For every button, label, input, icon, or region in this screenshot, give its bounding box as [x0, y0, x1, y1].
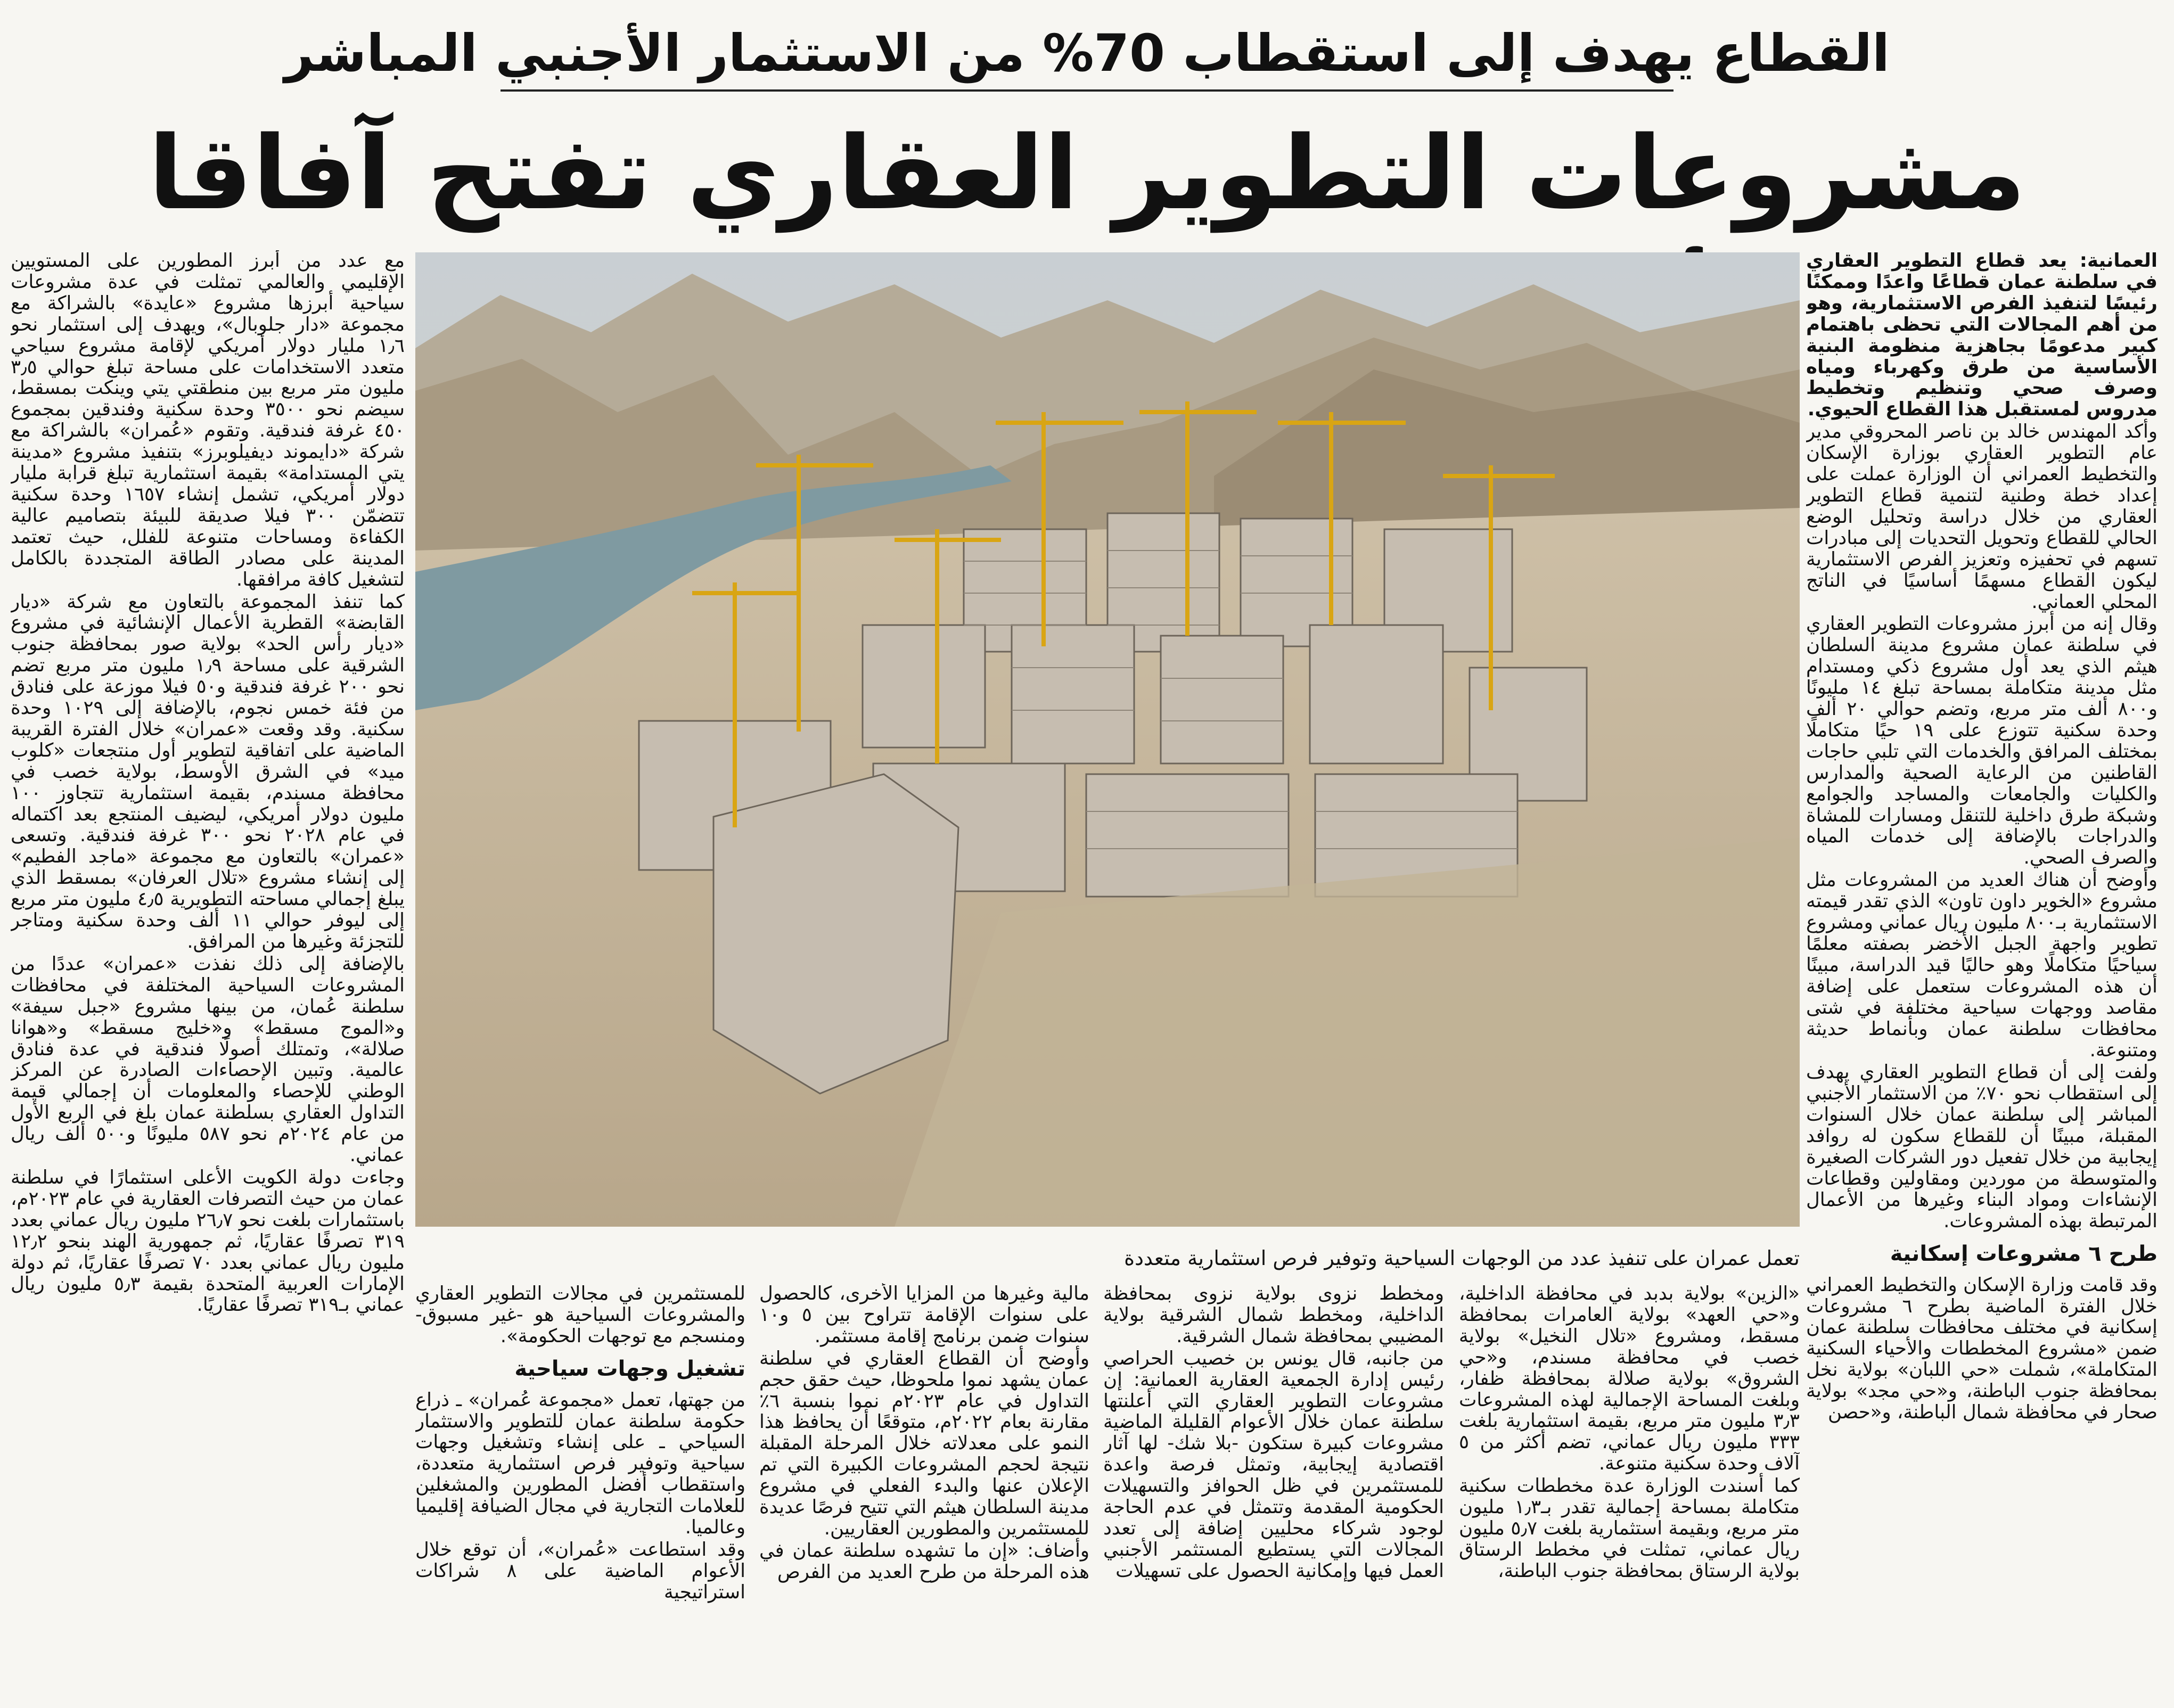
article-column-bottom-1	[1459, 1283, 1800, 1698]
article-column-bottom-3	[759, 1283, 1089, 1698]
paragraph: وأوضح أن هناك العديد من المشروعات مثل مشروع «الخوير داون تاون» الذي تقدر قيمته الاستثمارية بـ٨٠٠ مليون ريال عماني ومشروع تطوير واجهة الجبل الأخضر بصفته معلمًا سياحيًا متكاملًا وهو حاليًا قيد الدراسة، مبينًا أن هذه المشروعات ستعمل على إضافة مقاصد ووجهات سياحية مختلفة في شتى محافظات سلطنة عمان وبأنماط حديثة ومتنوعة.	[1806, 869, 2157, 1061]
paragraph: وأوضح أن القطاع العقاري في سلطنة عمان يشهد نموا ملحوظا، حيث حقق حجم التداول في عام ٢٠٢٣م نموا بنسبة ٦٪ مقارنة بعام ٢٠٢٢م، متوقعًا أن يحافظ هذا النمو على معدلاته خلال المرحلة المقبلة نتيجة لحجم المشروعات الكبيرة التي تم الإعلان عنها والبدء الفعلي في مشروع مدينة السلطان هيثم التي تتيح فرصًا عديدة للمستثمرين والمطورين العقاريين.	[759, 1347, 1089, 1539]
paragraph: العمانية: يعد قطاع التطوير العقاري في سلطنة عمان قطاعًا واعدًا وممكنًا رئيسًا لتنفيذ الفرص الاستثمارية، وهو من أهم المجالات التي تحظى باهتمام كبير مدعومًا بجاهزية منظومة البنية الأساسية من طرق وكهرباء ومياه وصرف صحي وتنظيم وتخطيط مدروس لمستقبل هذا القطاع الحيوي.	[1806, 250, 2157, 421]
paragraph: من جانبه، قال يونس بن خصيب الحراصي رئيس إدارة الجمعية العقارية العمانية: إن مشروعات التطوير العقاري التي أعلنتها سلطنة عمان خلال الأعوام القليلة الماضية مشروعات كبيرة ستكون -بلا شك- لها آثار اقتصادية إيجابية، وتمثل فرصة واعدة للمستثمرين في ظل الحوافز والتسهيلات الحكومية المقدمة وتتمثل في عدم الحاجة لوجود شركاء محليين إضافة إلى تعدد المجالات التي يستطيع المستثمر الأجنبي العمل فيها وإمكانية الحصول على تسهيلات	[1103, 1347, 1444, 1582]
paragraph: من جهتها، تعمل «مجموعة عُمران» ـ ذراع حكومة سلطنة عمان للتطوير والاستثمار السياحي ـ على إنشاء وتشغيل وجهات سياحية وتوفير فرص استثمارية متعددة، واستقطاب أفضل المطورين والمشغلين للعلامات التجارية في مجال الضيافة إقليميا وعالميا.	[415, 1389, 745, 1539]
subheading: تشغيل وجهات سياحية	[514, 1356, 745, 1381]
article-column-bottom-2	[1103, 1283, 1444, 1698]
subheading: طرح ٦ مشروعات إسكانية	[1890, 1241, 2157, 1266]
paragraph: وجاءت دولة الكويت الأعلى استثمارًا في سلطنة عمان من حيث التصرفات العقارية في عام ٢٠٢٣م، باستثمارات بلغت نحو ٢٦٫٧ مليون ريال عماني بعدد ٣١٩ تصرفًا عقاريًا، ثم جمهورية الهند بنحو ١٢٫٢ مليون ريال عماني بعدد ٧٠ تصرفًا عقاريًا، ثم دولة الإمارات العربية المتحدة بقيمة ٥٫٣ مليون ريال عماني بـ٣١٩ تصرفًا عقاريًا.	[11, 1166, 405, 1316]
article-column-right	[1806, 250, 2157, 1698]
paragraph: وقال إنه من أبرز مشروعات التطوير العقاري في سلطنة عمان مشروع مدينة السلطان هيثم الذي يعد أول مشروع ذكي ومستدام مثل مدينة متكاملة بمساحة تبلغ ١٤ مليونًا و٨٠٠ ألف متر مربع، وتضم حوالي ٢٠ ألف وحدة سكنية تتوزع على ١٩ حيًا متكاملًا بمختلف المرافق والخدمات التي تلبي حاجات القاطنين من الرعاية الصحية والمدارس والكليات والجامعات والمساجد والجوامع وشبكة طرق داخلية للتنقل ومسارات للمشاة والدراجات بالإضافة إلى خدمات المياه والصرف الصحي.	[1806, 613, 2157, 869]
paragraph: ومخطط نزوى بولاية نزوى بمحافظة الداخلية، ومخطط شمال الشرقية بولاية المضيبي بمحافظة شمال الشرقية.	[1103, 1283, 1444, 1347]
paragraph: وقد استطاعت «عُمران»، أن توقع خلال الأعوام الماضية على ٨ شراكات استراتيجية	[415, 1538, 745, 1603]
paragraph: كما أسندت الوزارة عدة مخططات سكنية متكاملة بمساحة إجمالية تقدر بـ١٫٣ مليون متر مربع، وبقيمة استثمارية بلغت ٥٫٧ مليون ريال عماني، تمثلت في مخطط الرستاق بولاية الرستاق بمحافظة جنوب الباطنة،	[1459, 1475, 1800, 1582]
paragraph: وقد قامت وزارة الإسكان والتخطيط العمراني خلال الفترة الماضية بطرح ٦ مشروعات إسكانية في مختلف محافظات سلطنة عمان ضمن «مشروع المخططات والأحياء السكنية المتكاملة»، شملت «حي اللبان» بولاية نخل بمحافظة جنوب الباطنة، و«حي مجد» بولاية صحار في محافظة شمال الباطنة، و«حصن	[1806, 1274, 2157, 1424]
article-column-bottom-4	[415, 1283, 745, 1698]
kicker-divider	[501, 89, 1673, 92]
paragraph: مالية وغيرها من المزايا الأخرى، كالحصول على سنوات الإقامة تتراوح بين ٥ و١٠ سنوات ضمن برنامج إقامة مستثمر.	[759, 1283, 1089, 1347]
paragraph: للمستثمرين في مجالات التطوير العقاري والمشروعات السياحية هو -غير مسبوق- ومنسجم مع توجهات الحكومة».	[415, 1283, 745, 1347]
paragraph: «الزين» بولاية بدبد في محافظة الداخلية، و«حي العهد» بولاية العامرات بمحافظة مسقط، ومشروع «تلال النخيل» بولاية خصب في محافظة مسندم، و«حي الشروق» بولاية صلالة بمحافظة ظفار، وبلغت المساحة الإجمالية لهذه المشروعات ٣٫٣ مليون متر مربع، بقيمة استثمارية بلغت ٣٣٣ مليون ريال عماني، تضم أكثر من ٥ آلاف وحدة سكنية متنوعة.	[1459, 1283, 1800, 1475]
paragraph: مع عدد من أبرز المطورين على المستويين الإقليمي والعالمي تمثلت في عدة مشروعات سياحية أبرزها مشروع «عايدة» بالشراكة مع مجموعة «دار جلوبال»، ويهدف إلى استثمار نحو ١٫٦ مليار دولار أمريكي لإقامة مشروع سياحي متعدد الاستخدامات على مساحة تبلغ حوالي ٣٫٥ مليون متر مربع بين منطقتي يتي وينكت بمسقط، سيضم نحو ٣٥٠٠ وحدة سكنية وفندقين بمجموع ٤٥٠ غرفة فندقية. وتقوم «عُمران» بالشراكة مع شركة «دايموند ديفيلوبرز» بتنفيذ مشروع «مدينة يتي المستدامة» بقيمة استثمارية تبلغ قرابة مليار دولار أمريكي، تشمل إنشاء ١٦٥٧ وحدة سكنية تتضمّن ٣٠٠ فيلا صديقة للبيئة بتصاميم عالية الكفاءة ومساحات متنوعة للفلل، حيث تعتمد المدينة على مصادر الطاقة المتجددة بالكامل لتشغيل كافة مرافقها.	[11, 250, 405, 590]
main-headline: مشروعات التطوير العقاري تفتح آفاقا	[148, 114, 2026, 232]
paragraph: بالإضافة إلى ذلك نفذت «عمران» عددًا من المشروعات السياحية المختلفة في محافظات سلطنة عُمان، من بينها مشروع «جبل سيفة» و«الموج مسقط» و«خليج مسقط» و«هوانا صلالة»، وتمتلك أصولًا فندقية في عدة فنادق عالمية. وتبين الإحصاءات الصادرة عن المركز الوطني للإحصاء والمعلومات أن إجمالي قيمة التداول العقاري بسلطنة عمان بلغ في الربع الأول من عام ٢٠٢٤م نحو ٥٨٧ مليونًا و٥٠٠ ألف ريال عماني.	[11, 952, 405, 1167]
photo-caption: تعمل عمران على تنفيذ عدد من الوجهات السياحية وتوفير فرص استثمارية متعددة	[1124, 1246, 1800, 1270]
paragraph: كما تنفذ المجموعة بالتعاون مع شركة «ديار القابضة» القطرية الأعمال الإنشائية في مشروع «ديار رأس الحد» بولاية صور بمحافظة جنوب الشرقية على مساحة ١٫٩ مليون متر مربع تضم نحو ٢٠٠ غرفة فندقية و٥٠ فيلا موزعة على فنادق من فئة خمس نجوم، بالإضافة إلى ١٠٢٩ وحدة سكنية. وقد وقعت «عمران» خلال الفترة القريبة الماضية على اتفاقية لتطوير أول منتجعات «كلوب ميد» في الشرق الأوسط، بولاية خصب في محافظة مسندم، بقيمة استثمارية تتجاوز ١٠٠ مليون دولار أمريكي، ليضيف المنتجع بعد اكتماله في عام ٢٠٢٨ نحو ٣٠٠ غرفة فندقية. وتسعى «عمران» بالتعاون مع مجموعة «ماجد الفطيم» إلى إنشاء مشروع «تلال العرفان» بمسقط الذي يبلغ إجمالي مساحته التطويرية ٤٫٥ مليون متر مربع إلى ليوفر حوالي ١١ ألف وحدة سكنية ومتاجر للتجزئة وغيرها من المرافق.	[11, 590, 405, 952]
paragraph: وأضاف: «إن ما تشهده سلطنة عمان في هذه المرحلة من طرح العديد من الفرص	[759, 1539, 1089, 1583]
article-column-left	[11, 250, 405, 1698]
kicker-headline: القطاع يهدف إلى استقطاب 70% من الاستثمار الأجنبي المباشر	[284, 23, 1890, 83]
paragraph: ولفت إلى أن قطاع التطوير العقاري يهدف إلى استقطاب نحو ٧٠٪ من الاستثمار الأجنبي المباشر إلى سلطنة عمان خلال السنوات المقبلة، مبينًا أن للقطاع سكون له روافد إيجابية من خلال تفعيل دور الشركات الصغيرة والمتوسطة من موردين ومقاولين وقطاعات الإنشاءات ومواد البناء وغيرها من الأعمال المرتبطة بهذه المشروعات.	[1806, 1061, 2157, 1232]
paragraph: وأكد المهندس خالد بن ناصر المحروقي مدير عام التطوير العقاري بوزارة الإسكان والتخطيط العمراني أن الوزارة عملت على إعداد خطة وطنية لتنمية قطاع التطوير العقاري من خلال دراسة وتحليل الوضع الحالي للقطاع وتحويل التحديات إلى مبادرات تسهم في تحفيزه وتعزيز الفرص الاستثمارية ليكون القطاع مسهمًا أساسيًا في الناتج المحلي العماني.	[1806, 421, 2157, 613]
construction-aerial-photo	[415, 252, 1800, 1227]
